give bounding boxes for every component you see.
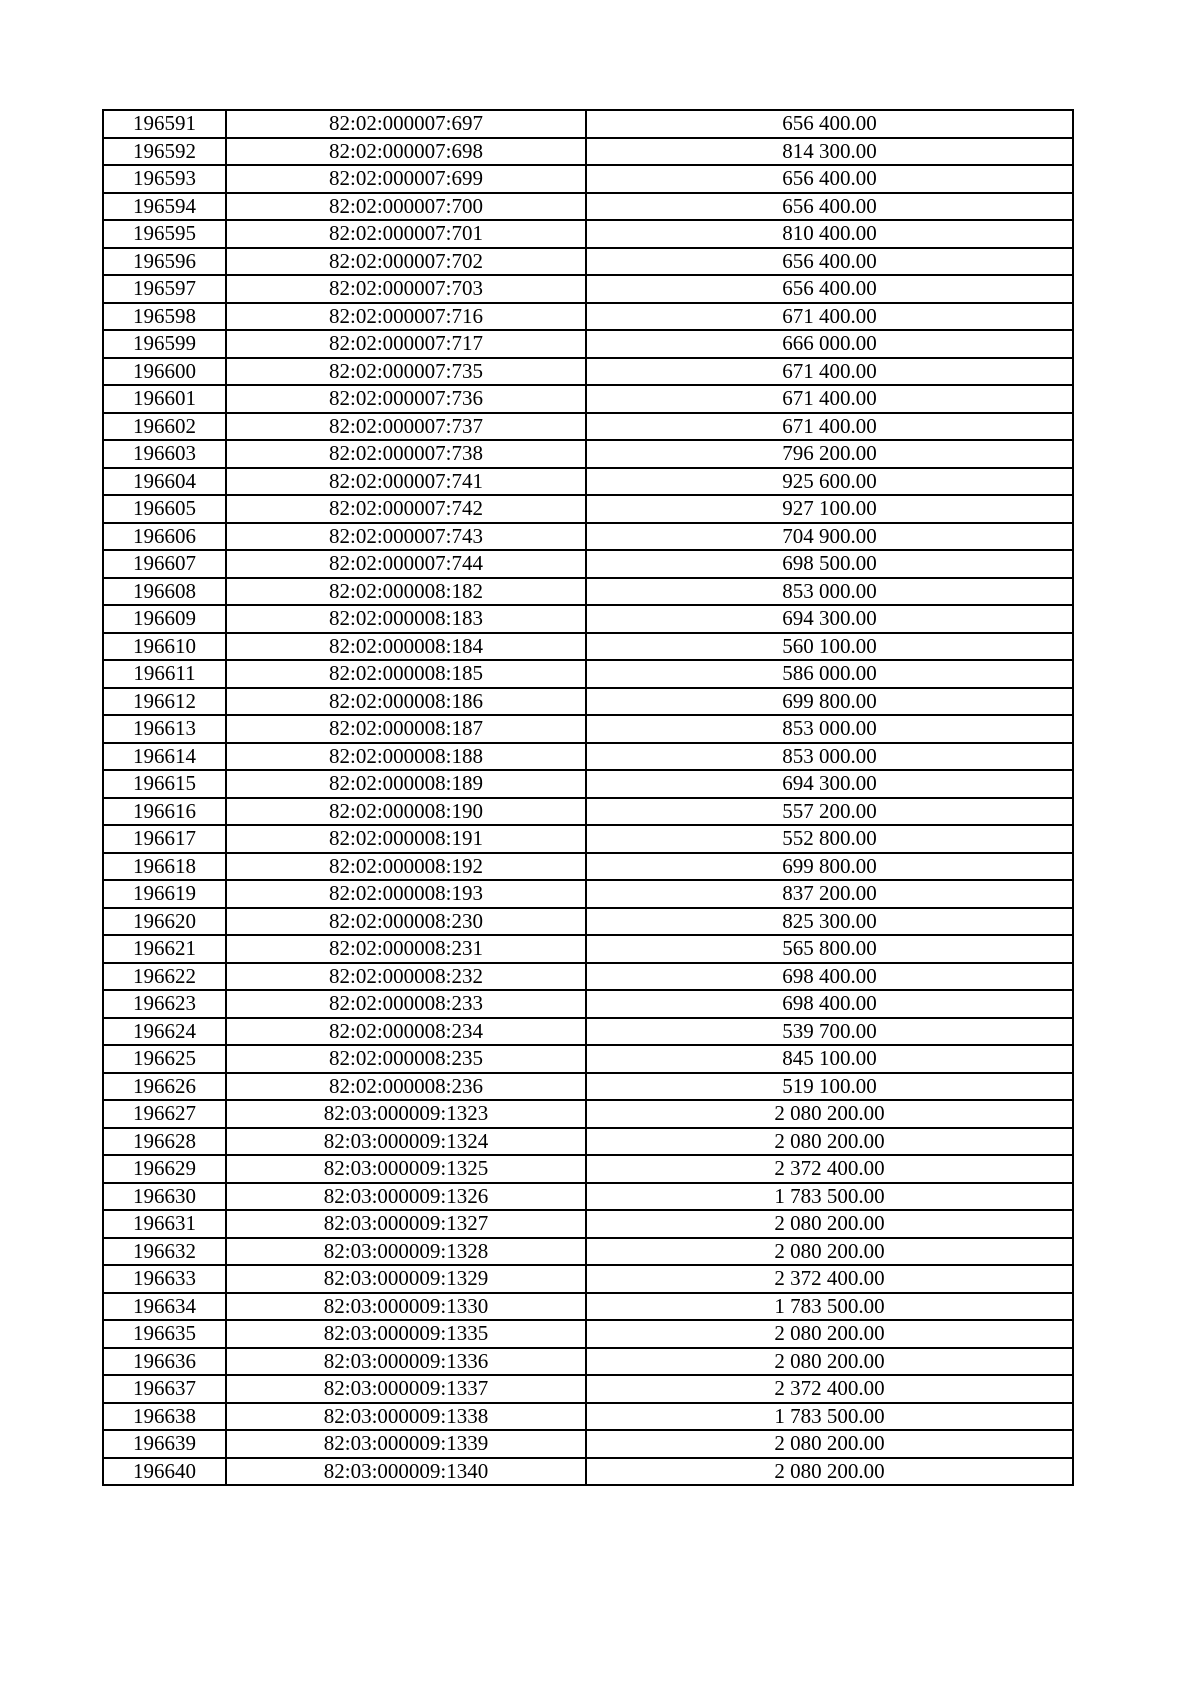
cadastral-number-cell: 82:03:000009:1336: [226, 1348, 586, 1376]
table-row: [103, 963, 1073, 991]
cadastral-number-cell: 82:03:000009:1339: [226, 1430, 586, 1458]
cadastral-value-cell: 519 100.00: [586, 1073, 1073, 1101]
table-row: [103, 743, 1073, 771]
cadastral-value-cell: 539 700.00: [586, 1018, 1073, 1046]
row-number-cell: 196629: [103, 1155, 226, 1183]
cadastral-number-cell: 82:03:000009:1337: [226, 1375, 586, 1403]
row-number-cell: 196598: [103, 303, 226, 331]
row-number-cell: 196617: [103, 825, 226, 853]
table-row: [103, 1155, 1073, 1183]
table-row: [103, 688, 1073, 716]
row-number-cell: 196612: [103, 688, 226, 716]
cadastral-value-cell: 2 372 400.00: [586, 1375, 1073, 1403]
cadastral-number-cell: 82:02:000008:232: [226, 963, 586, 991]
cadastral-value-cell: 845 100.00: [586, 1045, 1073, 1073]
cadastral-value-cell: 2 372 400.00: [586, 1265, 1073, 1293]
cadastral-number-cell: 82:02:000007:716: [226, 303, 586, 331]
table-row: [103, 275, 1073, 303]
cadastral-number-cell: 82:02:000007:701: [226, 220, 586, 248]
row-number-cell: 196640: [103, 1458, 226, 1486]
cadastral-value-cell: 2 080 200.00: [586, 1128, 1073, 1156]
row-number-cell: 196602: [103, 413, 226, 441]
table-row: [103, 798, 1073, 826]
table-row: [103, 1100, 1073, 1128]
row-number-cell: 196625: [103, 1045, 226, 1073]
table-row: [103, 550, 1073, 578]
cadastral-number-cell: 82:02:000008:189: [226, 770, 586, 798]
cadastral-value-cell: 666 000.00: [586, 330, 1073, 358]
cadastral-value-cell: 927 100.00: [586, 495, 1073, 523]
cadastral-value-cell: 704 900.00: [586, 523, 1073, 551]
cadastral-number-cell: 82:02:000007:743: [226, 523, 586, 551]
row-number-cell: 196603: [103, 440, 226, 468]
table-row: [103, 1073, 1073, 1101]
cadastral-number-cell: 82:02:000007:699: [226, 165, 586, 193]
table-row: [103, 1018, 1073, 1046]
cadastral-number-cell: 82:02:000008:187: [226, 715, 586, 743]
cadastral-number-cell: 82:03:000009:1328: [226, 1238, 586, 1266]
row-number-cell: 196595: [103, 220, 226, 248]
row-number-cell: 196601: [103, 385, 226, 413]
cadastral-value-cell: 656 400.00: [586, 165, 1073, 193]
cadastral-value-cell: 853 000.00: [586, 743, 1073, 771]
cadastral-value-cell: 2 080 200.00: [586, 1320, 1073, 1348]
cadastral-number-cell: 82:03:000009:1327: [226, 1210, 586, 1238]
row-number-cell: 196605: [103, 495, 226, 523]
table-row: [103, 1128, 1073, 1156]
row-number-cell: 196616: [103, 798, 226, 826]
cadastral-value-cell: 2 080 200.00: [586, 1238, 1073, 1266]
cadastral-number-cell: 82:03:000009:1325: [226, 1155, 586, 1183]
cadastral-value-cell: 2 080 200.00: [586, 1430, 1073, 1458]
table-row: [103, 853, 1073, 881]
table-row: [103, 1348, 1073, 1376]
cadastral-number-cell: 82:02:000007:700: [226, 193, 586, 221]
cadastral-value-cell: 671 400.00: [586, 303, 1073, 331]
table-row: [103, 578, 1073, 606]
row-number-cell: 196609: [103, 605, 226, 633]
cadastral-value-cell: 2 080 200.00: [586, 1458, 1073, 1486]
row-number-cell: 196592: [103, 138, 226, 166]
row-number-cell: 196597: [103, 275, 226, 303]
cadastral-value-cell: 825 300.00: [586, 908, 1073, 936]
cadastral-number-cell: 82:02:000007:735: [226, 358, 586, 386]
table-row: [103, 468, 1073, 496]
table-row: [103, 825, 1073, 853]
table-row: [103, 495, 1073, 523]
cadastral-value-cell: 656 400.00: [586, 275, 1073, 303]
cadastral-value-cell: 560 100.00: [586, 633, 1073, 661]
table-row: [103, 660, 1073, 688]
row-number-cell: 196608: [103, 578, 226, 606]
table-row: [103, 908, 1073, 936]
cadastral-number-cell: 82:02:000007:736: [226, 385, 586, 413]
row-number-cell: 196636: [103, 1348, 226, 1376]
table-row: [103, 385, 1073, 413]
row-number-cell: 196635: [103, 1320, 226, 1348]
cadastral-value-cell: 656 400.00: [586, 110, 1073, 138]
table-row: [103, 715, 1073, 743]
table-row: [103, 248, 1073, 276]
row-number-cell: 196611: [103, 660, 226, 688]
cadastral-number-cell: 82:02:000008:186: [226, 688, 586, 716]
table-row: [103, 1430, 1073, 1458]
table-row: [103, 220, 1073, 248]
cadastral-number-cell: 82:02:000008:233: [226, 990, 586, 1018]
row-number-cell: 196591: [103, 110, 226, 138]
cadastral-value-cell: 853 000.00: [586, 715, 1073, 743]
cadastral-value-cell: 694 300.00: [586, 605, 1073, 633]
row-number-cell: 196627: [103, 1100, 226, 1128]
cadastral-value-cell: 810 400.00: [586, 220, 1073, 248]
cadastral-value-cell: 1 783 500.00: [586, 1183, 1073, 1211]
cadastral-number-cell: 82:02:000007:744: [226, 550, 586, 578]
table-row: [103, 193, 1073, 221]
table-row: [103, 1183, 1073, 1211]
table-row: [103, 1265, 1073, 1293]
row-number-cell: 196596: [103, 248, 226, 276]
table-row: [103, 413, 1073, 441]
cadastral-number-cell: 82:03:000009:1338: [226, 1403, 586, 1431]
row-number-cell: 196638: [103, 1403, 226, 1431]
cadastral-value-cell: 796 200.00: [586, 440, 1073, 468]
row-number-cell: 196615: [103, 770, 226, 798]
cadastral-value-cell: 552 800.00: [586, 825, 1073, 853]
cadastral-number-cell: 82:02:000007:737: [226, 413, 586, 441]
cadastral-number-cell: 82:02:000007:741: [226, 468, 586, 496]
table-row: [103, 1320, 1073, 1348]
table-row: [103, 165, 1073, 193]
cadastral-value-cell: 698 400.00: [586, 990, 1073, 1018]
cadastral-number-cell: 82:02:000008:183: [226, 605, 586, 633]
row-number-cell: 196637: [103, 1375, 226, 1403]
row-number-cell: 196626: [103, 1073, 226, 1101]
table-row: [103, 770, 1073, 798]
cadastral-value-cell: 557 200.00: [586, 798, 1073, 826]
cadastral-value-cell: 814 300.00: [586, 138, 1073, 166]
row-number-cell: 196631: [103, 1210, 226, 1238]
row-number-cell: 196622: [103, 963, 226, 991]
cadastral-number-cell: 82:02:000008:230: [226, 908, 586, 936]
cadastral-value-cell: 2 080 200.00: [586, 1210, 1073, 1238]
cadastral-number-cell: 82:03:000009:1330: [226, 1293, 586, 1321]
cadastral-number-cell: 82:03:000009:1326: [226, 1183, 586, 1211]
cadastral-value-cell: 698 500.00: [586, 550, 1073, 578]
cadastral-number-cell: 82:02:000008:236: [226, 1073, 586, 1101]
table-row: [103, 1375, 1073, 1403]
row-number-cell: 196613: [103, 715, 226, 743]
row-number-cell: 196614: [103, 743, 226, 771]
row-number-cell: 196639: [103, 1430, 226, 1458]
table-row: [103, 880, 1073, 908]
row-number-cell: 196600: [103, 358, 226, 386]
row-number-cell: 196619: [103, 880, 226, 908]
cadastral-value-cell: 565 800.00: [586, 935, 1073, 963]
cadastral-value-cell: 671 400.00: [586, 385, 1073, 413]
table-row: [103, 303, 1073, 331]
table-row: [103, 1210, 1073, 1238]
table-row: [103, 1238, 1073, 1266]
row-number-cell: 196628: [103, 1128, 226, 1156]
row-number-cell: 196618: [103, 853, 226, 881]
row-number-cell: 196599: [103, 330, 226, 358]
cadastral-value-cell: 1 783 500.00: [586, 1293, 1073, 1321]
table-row: [103, 138, 1073, 166]
row-number-cell: 196620: [103, 908, 226, 936]
cadastral-value-cell: 1 783 500.00: [586, 1403, 1073, 1431]
cadastral-value-cell: 925 600.00: [586, 468, 1073, 496]
cadastral-value-cell: 837 200.00: [586, 880, 1073, 908]
row-number-cell: 196634: [103, 1293, 226, 1321]
table-row: [103, 1045, 1073, 1073]
row-number-cell: 196593: [103, 165, 226, 193]
row-number-cell: 196594: [103, 193, 226, 221]
cadastral-number-cell: 82:03:000009:1323: [226, 1100, 586, 1128]
table-row: [103, 935, 1073, 963]
cadastral-number-cell: 82:02:000007:738: [226, 440, 586, 468]
table-row: [103, 633, 1073, 661]
table-row: [103, 990, 1073, 1018]
cadastral-value-cell: 2 080 200.00: [586, 1348, 1073, 1376]
cadastral-value-cell: 694 300.00: [586, 770, 1073, 798]
cadastral-number-cell: 82:02:000007:717: [226, 330, 586, 358]
table-row: [103, 523, 1073, 551]
cadastral-value-cell: 586 000.00: [586, 660, 1073, 688]
table-row: [103, 605, 1073, 633]
cadastral-value-cell: 2 080 200.00: [586, 1100, 1073, 1128]
cadastral-number-cell: 82:02:000008:234: [226, 1018, 586, 1046]
cadastral-value-cell: 656 400.00: [586, 248, 1073, 276]
cadastral-number-cell: 82:02:000008:231: [226, 935, 586, 963]
table-row: [103, 330, 1073, 358]
cadastral-value-cell: 656 400.00: [586, 193, 1073, 221]
cadastral-number-cell: 82:02:000008:191: [226, 825, 586, 853]
row-number-cell: 196633: [103, 1265, 226, 1293]
cadastral-number-cell: 82:02:000007:697: [226, 110, 586, 138]
table-body: [103, 110, 1073, 1485]
cadastral-number-cell: 82:02:000008:184: [226, 633, 586, 661]
cadastral-value-cell: 698 400.00: [586, 963, 1073, 991]
cadastral-number-cell: 82:02:000008:190: [226, 798, 586, 826]
cadastral-number-cell: 82:03:000009:1329: [226, 1265, 586, 1293]
row-number-cell: 196606: [103, 523, 226, 551]
row-number-cell: 196607: [103, 550, 226, 578]
cadastral-number-cell: 82:03:000009:1335: [226, 1320, 586, 1348]
table-row: [103, 440, 1073, 468]
row-number-cell: 196604: [103, 468, 226, 496]
cadastral-number-cell: 82:02:000007:742: [226, 495, 586, 523]
row-number-cell: 196621: [103, 935, 226, 963]
cadastral-number-cell: 82:02:000007:703: [226, 275, 586, 303]
cadastral-number-cell: 82:02:000008:188: [226, 743, 586, 771]
cadastral-number-cell: 82:02:000008:192: [226, 853, 586, 881]
cadastral-value-cell: 671 400.00: [586, 413, 1073, 441]
cadastral-number-cell: 82:02:000007:702: [226, 248, 586, 276]
row-number-cell: 196632: [103, 1238, 226, 1266]
cadastral-number-cell: 82:02:000007:698: [226, 138, 586, 166]
cadastral-value-cell: 699 800.00: [586, 688, 1073, 716]
cadastral-number-cell: 82:02:000008:193: [226, 880, 586, 908]
table-row: [103, 358, 1073, 386]
row-number-cell: 196623: [103, 990, 226, 1018]
cadastral-number-cell: 82:02:000008:185: [226, 660, 586, 688]
cadastral-number-cell: 82:02:000008:235: [226, 1045, 586, 1073]
cadastre-value-table: [102, 109, 1074, 1486]
table-row: [103, 1403, 1073, 1431]
row-number-cell: 196630: [103, 1183, 226, 1211]
row-number-cell: 196610: [103, 633, 226, 661]
cadastral-number-cell: 82:03:000009:1324: [226, 1128, 586, 1156]
cadastral-number-cell: 82:02:000008:182: [226, 578, 586, 606]
cadastral-value-cell: 853 000.00: [586, 578, 1073, 606]
table-row: [103, 1458, 1073, 1486]
cadastral-value-cell: 2 372 400.00: [586, 1155, 1073, 1183]
cadastral-value-cell: 671 400.00: [586, 358, 1073, 386]
cadastral-value-cell: 699 800.00: [586, 853, 1073, 881]
table-row: [103, 110, 1073, 138]
table-row: [103, 1293, 1073, 1321]
cadastral-number-cell: 82:03:000009:1340: [226, 1458, 586, 1486]
row-number-cell: 196624: [103, 1018, 226, 1046]
